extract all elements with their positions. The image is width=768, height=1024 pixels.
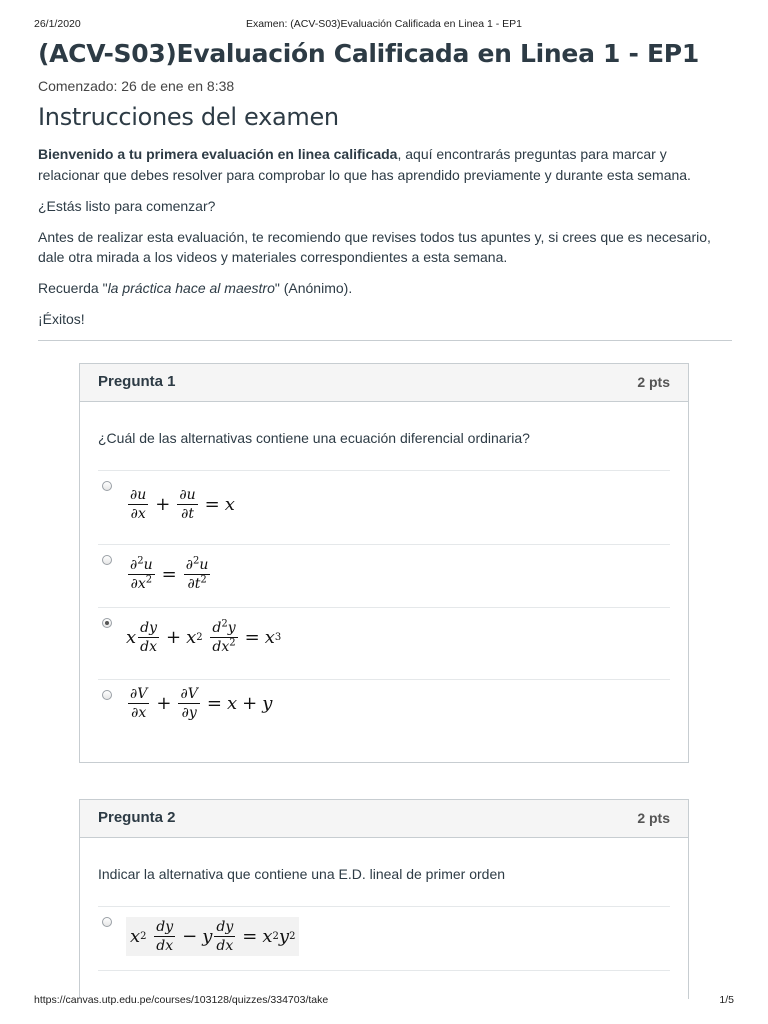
question-points: 2 pts	[637, 810, 670, 826]
remember-suffix: " (Anónimo).	[274, 280, 353, 296]
answer-option[interactable]	[98, 906, 670, 971]
question-1	[79, 363, 689, 763]
answer-equation: $\frac{\partial V}{\partial x}$ + $\frac{\partial V}{\partial y}$ = x + y	[130, 686, 273, 721]
remember-prefix: Recuerda "	[38, 280, 108, 296]
print-date: 26/1/2020	[34, 18, 81, 30]
question-text: Indicar la alternativa que contiene una E.D. lineal de primer orden	[98, 866, 506, 882]
question-header	[80, 364, 688, 402]
answer-list	[98, 906, 670, 971]
good-luck-paragraph: ¡Éxitos!	[38, 311, 85, 327]
advice-paragraph: Antes de realizar esta evaluación, te recomiendo que revises todos tus apuntes y, si crees que es necesario, dale otra mirada a los videos y materiales correspondientes a esta semana.	[38, 228, 711, 265]
remember-paragraph	[38, 278, 732, 299]
question-name: Pregunta 2	[98, 809, 176, 826]
intro-rest: , aquí encontrarás preguntas para marcar y relacionar que debes resolver para comprobar lo que has aprendido previamente y durante esta semana.	[38, 146, 691, 183]
answer-equation: $\frac{\partial u}{\partial x}$ + $\frac{\partial u}{\partial t}$ = x	[130, 487, 235, 522]
answer-equation: x $\frac{dy}{dx}$ + x 2 $\frac{d^2y}{dx^2}$ = x 3	[126, 618, 282, 655]
print-page-number: 1/5	[719, 994, 734, 1006]
question-2	[79, 799, 689, 999]
radio-button[interactable]	[102, 917, 112, 927]
answer-equation: $\frac{\partial^2u}{\partial x^2}$ = $\frac{\partial^2u}{\partial t^2}$	[130, 555, 209, 592]
print-url: https://canvas.utp.edu.pe/courses/103128/quizzes/334703/take	[34, 994, 329, 1006]
ready-paragraph: ¿Estás listo para comenzar?	[38, 197, 216, 214]
intro-bold: Bienvenido a tu primera evaluación en linea calificada	[38, 146, 398, 162]
answer-option[interactable]	[98, 679, 670, 743]
radio-button[interactable]	[102, 618, 112, 628]
quiz-content	[38, 36, 732, 341]
print-doc-title: Examen: (ACV-S03)Evaluación Calificada en Linea 1 - EP1	[245, 18, 523, 30]
answer-option[interactable]	[98, 470, 670, 544]
question-name: Pregunta 1	[98, 373, 176, 390]
intro-paragraph	[38, 144, 732, 185]
instructions-divider	[38, 340, 732, 341]
question-header	[80, 800, 688, 838]
quiz-started-time: Comenzado: 26 de ene en 8:38	[38, 78, 235, 94]
radio-button[interactable]	[102, 555, 112, 565]
remember-quote: la práctica hace al maestro	[107, 280, 275, 296]
quiz-title: (ACV-S03)Evaluación Calificada en Linea 1 - EP1	[38, 39, 699, 68]
radio-button[interactable]	[102, 481, 112, 491]
answer-equation: x 2 $\frac{dy}{dx}$ − y $\frac{dy}{dx}$ = x 2 y 2	[126, 917, 299, 956]
question-points: 2 pts	[637, 374, 670, 390]
print-footer	[34, 994, 734, 1008]
question-text: ¿Cuál de las alternativas contiene una ecuación diferencial ordinaria?	[98, 430, 530, 446]
answer-option[interactable]	[98, 607, 670, 679]
answer-option[interactable]	[98, 544, 670, 607]
answer-list	[98, 470, 670, 743]
print-header	[34, 18, 734, 32]
radio-button[interactable]	[102, 690, 112, 700]
instructions-title: Instrucciones del examen	[38, 103, 339, 131]
